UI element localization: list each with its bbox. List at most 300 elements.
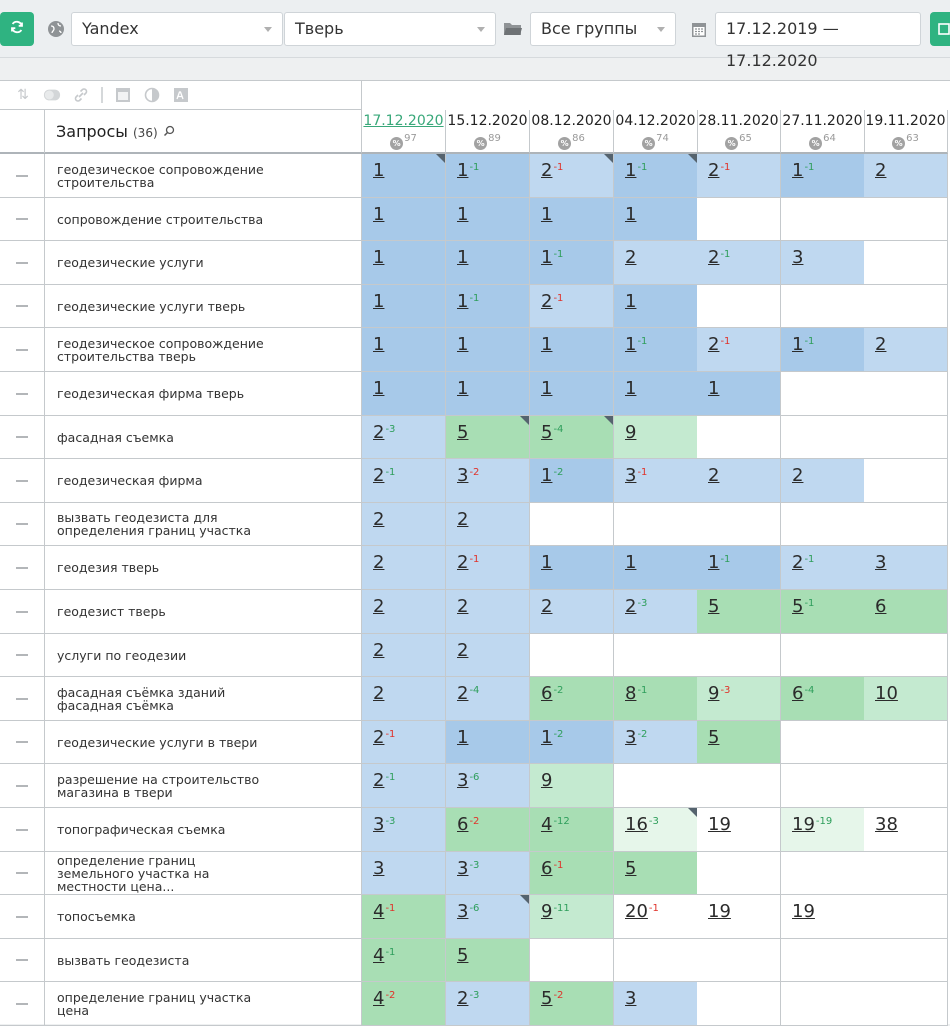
position-delta: -1 (720, 161, 731, 173)
toggle-icon[interactable] (43, 86, 61, 104)
position-cell[interactable] (362, 198, 446, 241)
position-value[interactable]: 1 (541, 378, 553, 399)
date-label: 08.12.2020 (531, 113, 612, 129)
row-toggle[interactable] (0, 546, 45, 590)
position-cell[interactable] (697, 895, 781, 939)
position-value[interactable]: 6 (457, 814, 469, 835)
position-cell[interactable] (614, 328, 698, 372)
note-marker (604, 416, 613, 425)
position-value[interactable]: 2 (875, 334, 887, 355)
position-value[interactable]: 2 (373, 465, 385, 486)
date-column-header[interactable] (781, 110, 865, 154)
position-cell[interactable] (781, 328, 865, 372)
position-value[interactable]: 2 (541, 160, 553, 181)
position-value[interactable]: 2 (875, 160, 887, 181)
queries-title-label: Запросы (56, 122, 128, 141)
note-marker (520, 895, 529, 904)
position-cell[interactable] (446, 198, 530, 241)
position-cell[interactable] (697, 590, 781, 634)
position-value[interactable]: 5 (792, 596, 804, 617)
position-cell[interactable] (362, 764, 446, 808)
position-cell[interactable] (781, 590, 865, 634)
position-value[interactable]: 1 (457, 160, 469, 181)
position-cell[interactable] (446, 503, 530, 546)
position-value[interactable]: 19 (792, 814, 815, 835)
search-icon[interactable] (163, 122, 175, 141)
position-value[interactable]: 2 (625, 247, 637, 268)
position-cell[interactable] (614, 154, 698, 198)
position-value[interactable]: 6 (541, 858, 553, 879)
date-label: 15.12.2020 (447, 113, 528, 129)
position-value[interactable]: 1 (373, 160, 385, 181)
position-cell[interactable] (446, 459, 530, 503)
position-value[interactable]: 6 (875, 596, 887, 617)
search-engine-select[interactable] (71, 12, 283, 46)
position-cell[interactable] (864, 677, 948, 721)
position-cell[interactable] (362, 634, 446, 677)
position-cell[interactable] (530, 459, 614, 503)
position-cell[interactable] (697, 677, 781, 721)
visibility-percent (892, 131, 919, 150)
position-cell[interactable] (864, 808, 948, 852)
position-cell[interactable] (530, 982, 614, 1026)
position-cell[interactable] (614, 546, 698, 590)
position-value[interactable]: 2 (373, 770, 385, 791)
position-cell[interactable] (697, 546, 781, 590)
position-value[interactable]: 2 (541, 291, 553, 312)
position-cell[interactable] (446, 590, 530, 634)
position-cell[interactable] (614, 590, 698, 634)
position-cell[interactable] (446, 285, 530, 328)
position-cell[interactable] (530, 198, 614, 241)
export-button[interactable] (930, 12, 950, 46)
row-toggle[interactable] (0, 939, 45, 982)
position-cell[interactable] (446, 241, 530, 285)
position-value[interactable]: 2 (625, 596, 637, 617)
row-toggle[interactable] (0, 198, 45, 241)
refresh-button[interactable] (0, 12, 34, 46)
row-toggle[interactable] (0, 416, 45, 459)
text-icon[interactable] (172, 86, 190, 104)
minus-icon (16, 872, 28, 874)
region-value: Тверь (295, 19, 344, 38)
position-cell[interactable] (614, 982, 698, 1026)
position-value[interactable]: 1 (541, 465, 553, 486)
position-cell[interactable] (781, 154, 865, 198)
position-value[interactable]: 1 (541, 552, 553, 573)
position-cell[interactable] (530, 546, 614, 590)
position-cell[interactable] (446, 721, 530, 764)
position-cell[interactable] (362, 503, 446, 546)
minus-icon (16, 523, 28, 525)
position-cell[interactable] (614, 241, 698, 285)
position-value[interactable]: 1 (792, 160, 804, 181)
position-delta: -1 (637, 335, 648, 347)
position-value[interactable]: 3 (625, 988, 637, 1009)
position-cell[interactable] (446, 982, 530, 1026)
position-cell[interactable] (446, 764, 530, 808)
position-value[interactable]: 3 (457, 465, 469, 486)
toolbar (0, 0, 950, 70)
position-cell[interactable] (530, 764, 614, 808)
position-value[interactable]: 1 (373, 247, 385, 268)
position-cell[interactable] (864, 154, 948, 198)
date-column-header[interactable] (864, 110, 948, 154)
date-label[interactable]: 17.12.2020 (363, 113, 444, 129)
position-cell (781, 982, 865, 1026)
position-value[interactable]: 1 (457, 334, 469, 355)
chevron-down-icon (657, 27, 665, 32)
position-value[interactable]: 16 (625, 814, 648, 835)
query-cell (45, 503, 362, 546)
select-all-cell[interactable] (0, 110, 45, 153)
position-value[interactable]: 9 (708, 683, 720, 704)
row-toggle[interactable] (0, 241, 45, 285)
row-toggle[interactable] (0, 852, 45, 895)
note-marker (436, 154, 445, 163)
position-cell[interactable] (362, 328, 446, 372)
row-toggle[interactable] (0, 372, 45, 416)
position-cell (697, 939, 781, 982)
position-cell[interactable] (697, 459, 781, 503)
row-toggle[interactable] (0, 328, 45, 372)
minus-icon (16, 698, 28, 700)
row-toggle[interactable] (0, 459, 45, 503)
position-value[interactable]: 4 (373, 945, 385, 966)
position-value[interactable]: 1 (625, 334, 637, 355)
position-cell (864, 241, 948, 285)
position-value[interactable]: 5 (708, 727, 720, 748)
position-cell[interactable] (781, 808, 865, 852)
position-cell[interactable] (446, 546, 530, 590)
position-cell[interactable] (446, 939, 530, 982)
sort-icon[interactable]: ⇅ (17, 87, 29, 103)
percent-icon: % (474, 137, 487, 150)
position-value[interactable]: 1 (373, 291, 385, 312)
query-text: геодезические услуги в твери (57, 734, 258, 750)
position-cell[interactable] (697, 372, 781, 416)
row-toggle[interactable] (0, 590, 45, 634)
position-cell[interactable] (864, 590, 948, 634)
position-value[interactable]: 2 (373, 509, 385, 530)
position-cell[interactable] (864, 328, 948, 372)
position-value[interactable]: 2 (373, 727, 385, 748)
position-value[interactable]: 1 (541, 204, 553, 225)
position-delta: -1 (385, 466, 396, 478)
position-value[interactable]: 1 (457, 378, 469, 399)
position-value[interactable]: 1 (625, 160, 637, 181)
position-value[interactable]: 19 (708, 901, 731, 922)
position-value[interactable]: 1 (373, 334, 385, 355)
visibility-value: 86 (572, 133, 585, 144)
position-cell[interactable] (530, 590, 614, 634)
position-cell[interactable] (446, 895, 530, 939)
position-delta: -1 (637, 161, 648, 173)
position-cell (781, 852, 865, 895)
position-value[interactable]: 5 (457, 422, 469, 443)
position-value[interactable]: 1 (625, 378, 637, 399)
position-cell[interactable] (446, 416, 530, 459)
position-cell[interactable] (446, 808, 530, 852)
position-value[interactable]: 1 (373, 378, 385, 399)
position-value[interactable]: 4 (541, 814, 553, 835)
position-cell[interactable] (614, 808, 698, 852)
position-cell[interactable] (446, 852, 530, 895)
position-cell[interactable] (362, 154, 446, 198)
position-value[interactable]: 9 (541, 901, 553, 922)
position-cell[interactable] (362, 982, 446, 1026)
position-value[interactable]: 6 (541, 683, 553, 704)
date-column-header[interactable] (446, 110, 530, 154)
link-icon[interactable] (72, 86, 90, 104)
position-value[interactable]: 2 (373, 683, 385, 704)
row-toggle[interactable] (0, 764, 45, 808)
position-cell (614, 634, 698, 677)
position-value[interactable]: 8 (625, 683, 637, 704)
position-value[interactable]: 5 (541, 988, 553, 1009)
position-value[interactable]: 3 (457, 858, 469, 879)
position-value[interactable]: 2 (457, 509, 469, 530)
position-cell (614, 503, 698, 546)
position-cell[interactable] (362, 285, 446, 328)
position-cell[interactable] (362, 590, 446, 634)
position-cell (864, 285, 948, 328)
position-delta: -1 (385, 902, 396, 914)
position-value[interactable]: 2 (373, 552, 385, 573)
position-value[interactable]: 3 (373, 858, 385, 879)
position-value[interactable]: 20 (625, 901, 648, 922)
position-cell[interactable] (446, 154, 530, 198)
position-cell[interactable] (530, 721, 614, 764)
position-delta: -4 (469, 684, 480, 696)
query-cell (45, 677, 362, 721)
position-cell[interactable] (614, 198, 698, 241)
position-value[interactable]: 9 (541, 770, 553, 791)
position-cell[interactable] (362, 241, 446, 285)
position-cell[interactable] (697, 241, 781, 285)
position-cell[interactable] (781, 459, 865, 503)
position-cell[interactable] (530, 895, 614, 939)
position-value[interactable]: 2 (708, 334, 720, 355)
position-value[interactable]: 2 (373, 422, 385, 443)
position-delta: -2 (469, 815, 480, 827)
position-cell[interactable] (614, 416, 698, 459)
position-value[interactable]: 2 (373, 640, 385, 661)
position-cell[interactable] (614, 459, 698, 503)
position-value[interactable]: 4 (373, 988, 385, 1009)
position-value[interactable]: 2 (708, 465, 720, 486)
position-cell[interactable] (614, 721, 698, 764)
position-cell[interactable] (362, 546, 446, 590)
visibility-value: 74 (656, 133, 669, 144)
query-text: определение границ земельного участка на местности цена... (57, 852, 210, 894)
position-value[interactable]: 3 (625, 465, 637, 486)
position-cell[interactable] (362, 808, 446, 852)
position-value[interactable]: 1 (708, 552, 720, 573)
position-value[interactable]: 1 (457, 291, 469, 312)
row-toggle[interactable] (0, 285, 45, 328)
position-cell[interactable] (362, 677, 446, 721)
visibility-percent (390, 131, 417, 150)
position-cell[interactable] (530, 677, 614, 721)
position-value[interactable]: 3 (875, 552, 887, 573)
position-cell[interactable] (362, 721, 446, 764)
position-delta: -6 (469, 771, 480, 783)
position-cell (864, 895, 948, 939)
position-value[interactable]: 2 (457, 640, 469, 661)
date-column-header[interactable] (530, 110, 614, 154)
position-value[interactable]: 5 (541, 422, 553, 443)
position-value[interactable]: 2 (457, 683, 469, 704)
query-text: геодезические услуги тверь (57, 298, 246, 314)
position-cell[interactable] (781, 895, 865, 939)
position-value[interactable]: 1 (708, 378, 720, 399)
visibility-value: 97 (404, 133, 417, 144)
position-cell[interactable] (530, 241, 614, 285)
minus-icon (16, 218, 28, 220)
position-cell[interactable] (362, 852, 446, 895)
query-cell (45, 982, 362, 1026)
position-cell[interactable] (614, 372, 698, 416)
position-value[interactable]: 1 (625, 552, 637, 573)
position-value[interactable]: 2 (541, 596, 553, 617)
row-toggle[interactable] (0, 154, 45, 198)
position-value[interactable]: 4 (373, 901, 385, 922)
position-value[interactable]: 1 (625, 291, 637, 312)
position-value[interactable]: 2 (708, 160, 720, 181)
position-delta: -1 (804, 161, 815, 173)
position-cell[interactable] (362, 939, 446, 982)
contrast-icon[interactable] (143, 86, 161, 104)
position-delta: -1 (637, 684, 648, 696)
position-delta: -1 (553, 248, 564, 260)
row-toggle[interactable] (0, 503, 45, 546)
position-cell[interactable] (614, 677, 698, 721)
group-select[interactable] (530, 12, 676, 46)
row-toggle[interactable] (0, 895, 45, 939)
position-cell[interactable] (697, 154, 781, 198)
date-range-field[interactable] (715, 12, 921, 70)
position-cell[interactable] (530, 416, 614, 459)
position-value[interactable]: 5 (457, 945, 469, 966)
position-cell[interactable] (614, 895, 698, 939)
chevron-down-icon (477, 27, 485, 32)
position-value[interactable]: 1 (792, 334, 804, 355)
row-toggle[interactable] (0, 721, 45, 764)
table-icon[interactable] (114, 86, 132, 104)
position-cell[interactable] (530, 372, 614, 416)
position-value[interactable]: 6 (792, 683, 804, 704)
position-cell[interactable] (530, 852, 614, 895)
position-cell[interactable] (446, 328, 530, 372)
position-value[interactable]: 1 (457, 204, 469, 225)
position-cell (697, 764, 781, 808)
position-value[interactable]: 3 (792, 247, 804, 268)
visibility-percent (642, 131, 669, 150)
position-cell[interactable] (697, 721, 781, 764)
position-cell[interactable] (530, 154, 614, 198)
position-cell[interactable] (697, 808, 781, 852)
position-delta: -3 (385, 423, 396, 435)
row-toggle[interactable] (0, 634, 45, 677)
position-value[interactable]: 38 (875, 814, 898, 835)
position-value[interactable]: 1 (457, 247, 469, 268)
position-value[interactable]: 2 (708, 247, 720, 268)
search-engine-value: Yandex (82, 19, 139, 38)
position-value[interactable]: 2 (457, 988, 469, 1009)
query-cell (45, 721, 362, 764)
position-cell[interactable] (446, 634, 530, 677)
row-toggle[interactable] (0, 677, 45, 721)
region-select[interactable] (284, 12, 496, 46)
query-cell (45, 939, 362, 982)
position-cell[interactable] (362, 895, 446, 939)
position-value[interactable]: 1 (541, 334, 553, 355)
minus-icon (16, 436, 28, 438)
position-cell[interactable] (781, 677, 865, 721)
position-value[interactable]: 3 (625, 727, 637, 748)
position-value[interactable]: 2 (457, 596, 469, 617)
position-cell[interactable] (614, 285, 698, 328)
position-value[interactable]: 2 (792, 465, 804, 486)
position-value[interactable]: 10 (875, 683, 898, 704)
position-cell[interactable] (614, 852, 698, 895)
position-value[interactable]: 5 (625, 858, 637, 879)
position-value[interactable]: 1 (373, 204, 385, 225)
position-value[interactable]: 5 (708, 596, 720, 617)
positions-table (0, 80, 950, 1024)
position-cell[interactable] (781, 546, 865, 590)
date-column-header[interactable] (614, 110, 698, 154)
query-cell (45, 328, 362, 372)
position-value[interactable]: 1 (625, 204, 637, 225)
position-value[interactable]: 1 (457, 727, 469, 748)
position-cell[interactable] (530, 808, 614, 852)
position-value[interactable]: 19 (708, 814, 731, 835)
position-cell[interactable] (530, 328, 614, 372)
position-value[interactable]: 3 (457, 901, 469, 922)
minus-icon (16, 262, 28, 264)
position-value[interactable]: 19 (792, 901, 815, 922)
position-delta: -1 (469, 553, 480, 565)
date-column-header[interactable] (697, 110, 781, 154)
position-cell[interactable] (362, 372, 446, 416)
group-value: Все группы (541, 19, 638, 38)
position-cell[interactable] (362, 416, 446, 459)
position-value[interactable]: 2 (457, 552, 469, 573)
position-value[interactable]: 9 (625, 422, 637, 443)
position-cell[interactable] (864, 546, 948, 590)
position-cell (697, 198, 781, 241)
position-cell[interactable] (697, 328, 781, 372)
position-value[interactable]: 2 (792, 552, 804, 573)
position-value[interactable]: 3 (457, 770, 469, 791)
position-cell[interactable] (530, 285, 614, 328)
date-column-header[interactable] (362, 110, 446, 154)
position-delta: -2 (553, 728, 564, 740)
position-cell[interactable] (781, 241, 865, 285)
row-toggle[interactable] (0, 808, 45, 852)
position-delta: -1 (804, 335, 815, 347)
position-value[interactable]: 1 (541, 727, 553, 748)
position-cell[interactable] (446, 677, 530, 721)
row-toggle[interactable] (0, 982, 45, 1026)
position-value[interactable]: 1 (541, 247, 553, 268)
position-cell[interactable] (446, 372, 530, 416)
position-value[interactable]: 3 (373, 814, 385, 835)
position-value[interactable]: 2 (373, 596, 385, 617)
position-cell[interactable] (362, 459, 446, 503)
